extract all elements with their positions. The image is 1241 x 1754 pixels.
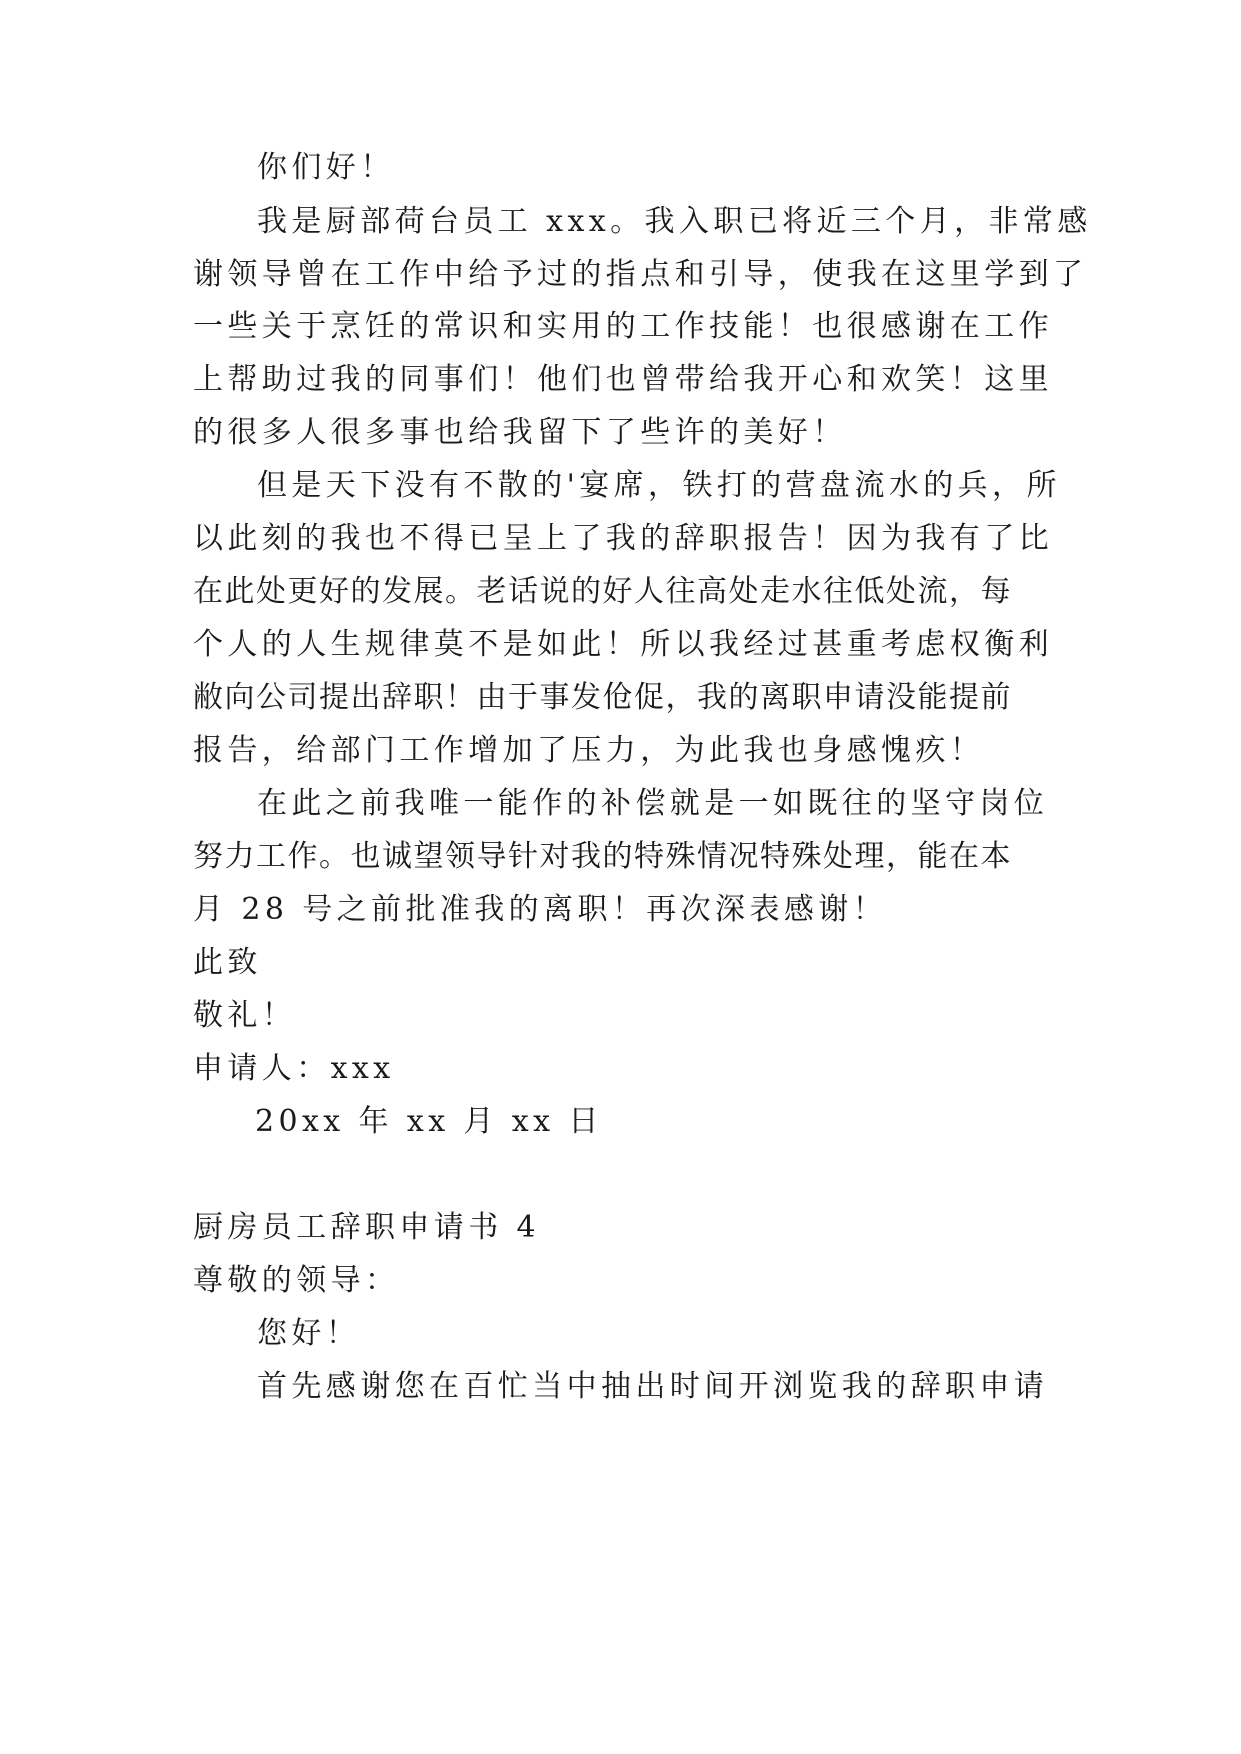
paragraph-line: 报告，给部门工作增加了压力，为此我也身感愧疚！	[193, 733, 985, 768]
paragraph-line: 在此之前我唯一能作的补偿就是一如既往的坚守岗位	[257, 786, 1049, 821]
paragraph-line: 一些关于烹饪的常识和实用的工作技能！也很感谢在工作	[193, 309, 1053, 344]
paragraph-line: 谢领导曾在工作中给予过的指点和引导，使我在这里学到了	[193, 257, 1088, 292]
paragraph-line: 在此处更好的发展。老话说的好人往高处走水往低处流，每	[193, 574, 1012, 609]
greeting: 你们好！	[257, 150, 395, 185]
recipient-salutation: 尊敬的领导：	[193, 1263, 400, 1298]
paragraph-line: 我是厨部荷台员工 xxx。我入职已将近三个月，非常感	[257, 204, 1092, 239]
paragraph-line: 的很多人很多事也给我留下了些许的美好！	[193, 415, 847, 450]
section-title: 厨房员工辞职申请书 4	[193, 1210, 541, 1245]
paragraph-line: 敝向公司提出辞职！由于事发伧促，我的离职申请没能提前	[193, 680, 1012, 715]
paragraph-line: 努力工作。也诚望领导针对我的特殊情况特殊处理，能在本	[193, 839, 1012, 874]
paragraph-line: 个人的人生规律莫不是如此！所以我经过甚重考虑权衡利	[193, 627, 1053, 662]
closing-salutation: 此致	[193, 945, 262, 980]
applicant-signature: 申请人：xxx	[193, 1051, 395, 1086]
paragraph-line: 但是天下没有不散的'宴席，铁打的营盘流水的兵，所	[257, 468, 1061, 503]
signature-date: 20xx 年 xx 月 xx 日	[255, 1104, 603, 1139]
paragraph-line: 月 28 号之前批准我的离职！再次深表感谢！	[193, 892, 888, 927]
greeting: 您好！	[257, 1316, 361, 1351]
paragraph-line: 上帮助过我的同事们！他们也曾带给我开心和欢笑！这里	[193, 362, 1053, 397]
closing-regards: 敬礼！	[193, 998, 297, 1033]
paragraph-line: 以此刻的我也不得已呈上了我的辞职报告！因为我有了比	[193, 521, 1053, 556]
paragraph-line: 首先感谢您在百忙当中抽出时间开浏览我的辞职申请	[257, 1369, 1049, 1404]
